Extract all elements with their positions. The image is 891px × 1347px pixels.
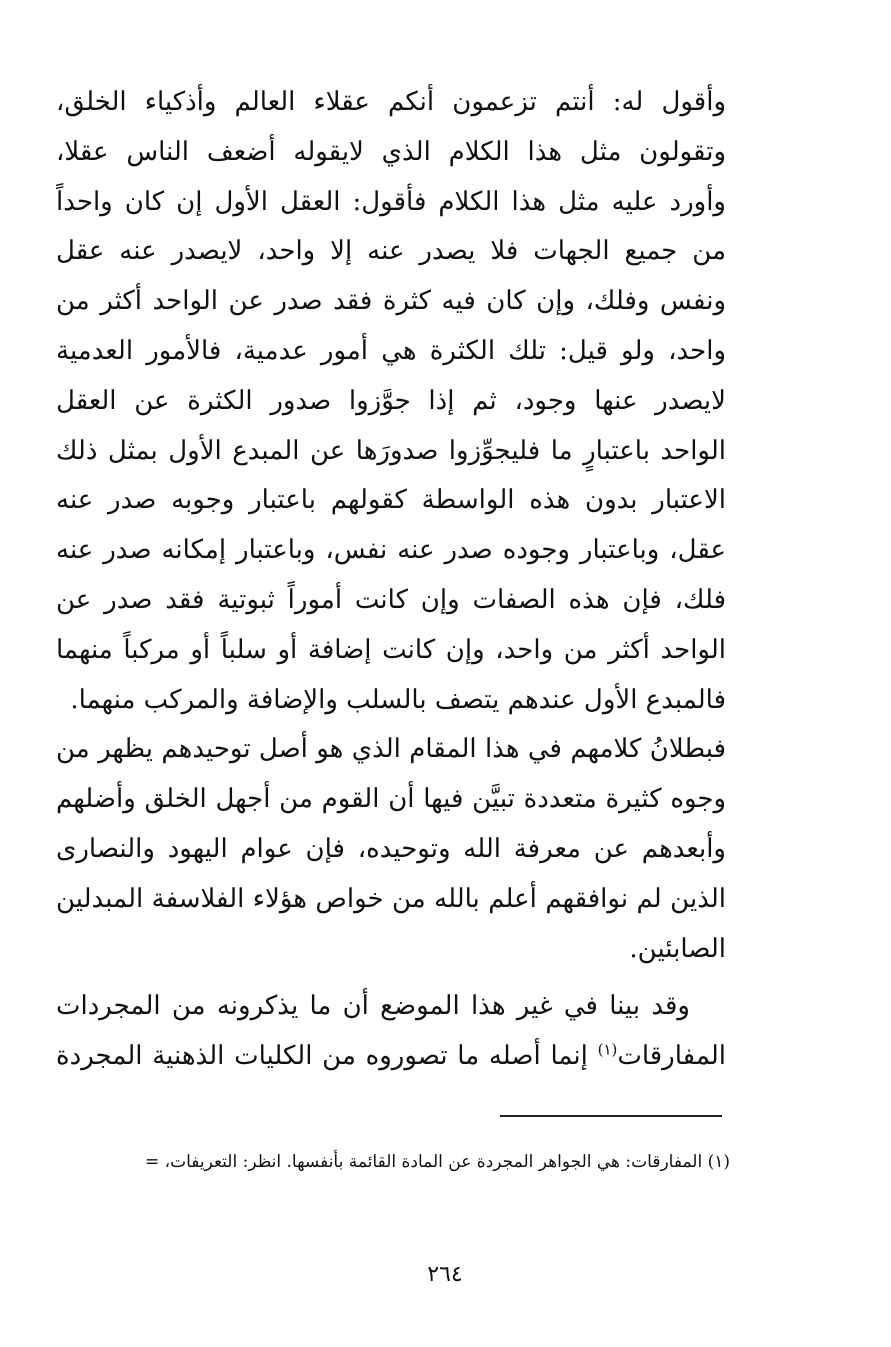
paragraph-gap bbox=[56, 974, 726, 982]
text-line bbox=[56, 1032, 726, 1082]
text-line: وجوه كثيرة متعددة تبيَّن فيها أن القوم من أجهل الخلق وأضلهم bbox=[56, 784, 726, 815]
text-line: لايصدر عنها وجود، ثم إذا جوَّزوا صدور الكثرة عن العقل bbox=[56, 385, 726, 416]
text-fragment: إنما أصله ما تصوروه من الكليات الذهنية المجردة bbox=[56, 1041, 598, 1072]
text-line: واحد، ولو قيل: تلك الكثرة هي أمور عدمية، فالأمور العدمية bbox=[56, 335, 726, 366]
text-line: من جميع الجهات فلا يصدر عنه إلا واحد، لايصدر عنه عقل bbox=[56, 236, 726, 267]
main-text bbox=[56, 78, 726, 1082]
text-line: فلك، فإن هذه الصفات وإن كانت أموراً ثبوتية فقد صدر عن bbox=[56, 584, 726, 615]
text-line: وأقول له: أنتم تزعمون أنكم عقلاء العالم وأذكياء الخلق، bbox=[56, 87, 726, 117]
footnote-separator bbox=[500, 1115, 722, 1117]
text-line: وتقولون مثل هذا الكلام الذي لايقوله أضعف الناس عقلا، bbox=[56, 136, 726, 167]
text-line: ونفس وفلك، وإن كان فيه كثرة فقد صدر عن الواحد أكثر من bbox=[56, 286, 726, 317]
text-line: وقد بينا في غير هذا الموضع أن ما يذكرونه من المجردات bbox=[56, 991, 690, 1022]
text-line: فبطلانُ كلامهم في هذا المقام الذي هو أصل توحيدهم يظهر من bbox=[56, 734, 726, 765]
text-line: الذين لم نوافقهم أعلم بالله من خواص هؤلاء الفلاسفة المبدلين bbox=[56, 883, 726, 914]
text-line: عقل، وباعتبار وجوده صدر عنه نفس، وباعتبار إمكانه صدر عنه bbox=[56, 535, 726, 566]
text-line: فالمبدع الأول عندهم يتصف بالسلب والإضافة والمركب منهما. bbox=[70, 684, 726, 715]
page-number: ٢٦٤ bbox=[427, 1262, 463, 1287]
footnote: (١) المفارقات: هي الجواهر المجردة عن المادة القائمة بأنفسها. انظر: التعريفات، = bbox=[144, 1152, 730, 1172]
text-line: الصابئين. bbox=[629, 933, 726, 964]
footnote-reference[interactable]: (١) bbox=[597, 1040, 618, 1059]
text-line: الواحد باعتبارٍ ما فليجوِّزوا صدورَها عن المبدع الأول بمثل ذلك bbox=[56, 435, 726, 466]
text-line: الواحد أكثر من واحد، وإن كانت إضافة أو سلباً أو مركباً منهما bbox=[56, 634, 726, 665]
text-fragment: المفارقات bbox=[617, 1041, 726, 1072]
text-line: وأورد عليه مثل هذا الكلام فأقول: العقل الأول إن كان واحداً bbox=[56, 186, 726, 217]
text-line: الاعتبار بدون هذه الواسطة كقولهم باعتبار وجوبه صدر عنه bbox=[56, 485, 726, 516]
text-line: وأبعدهم عن معرفة الله وتوحيده، فإن عوام اليهود والنصارى bbox=[56, 833, 726, 864]
